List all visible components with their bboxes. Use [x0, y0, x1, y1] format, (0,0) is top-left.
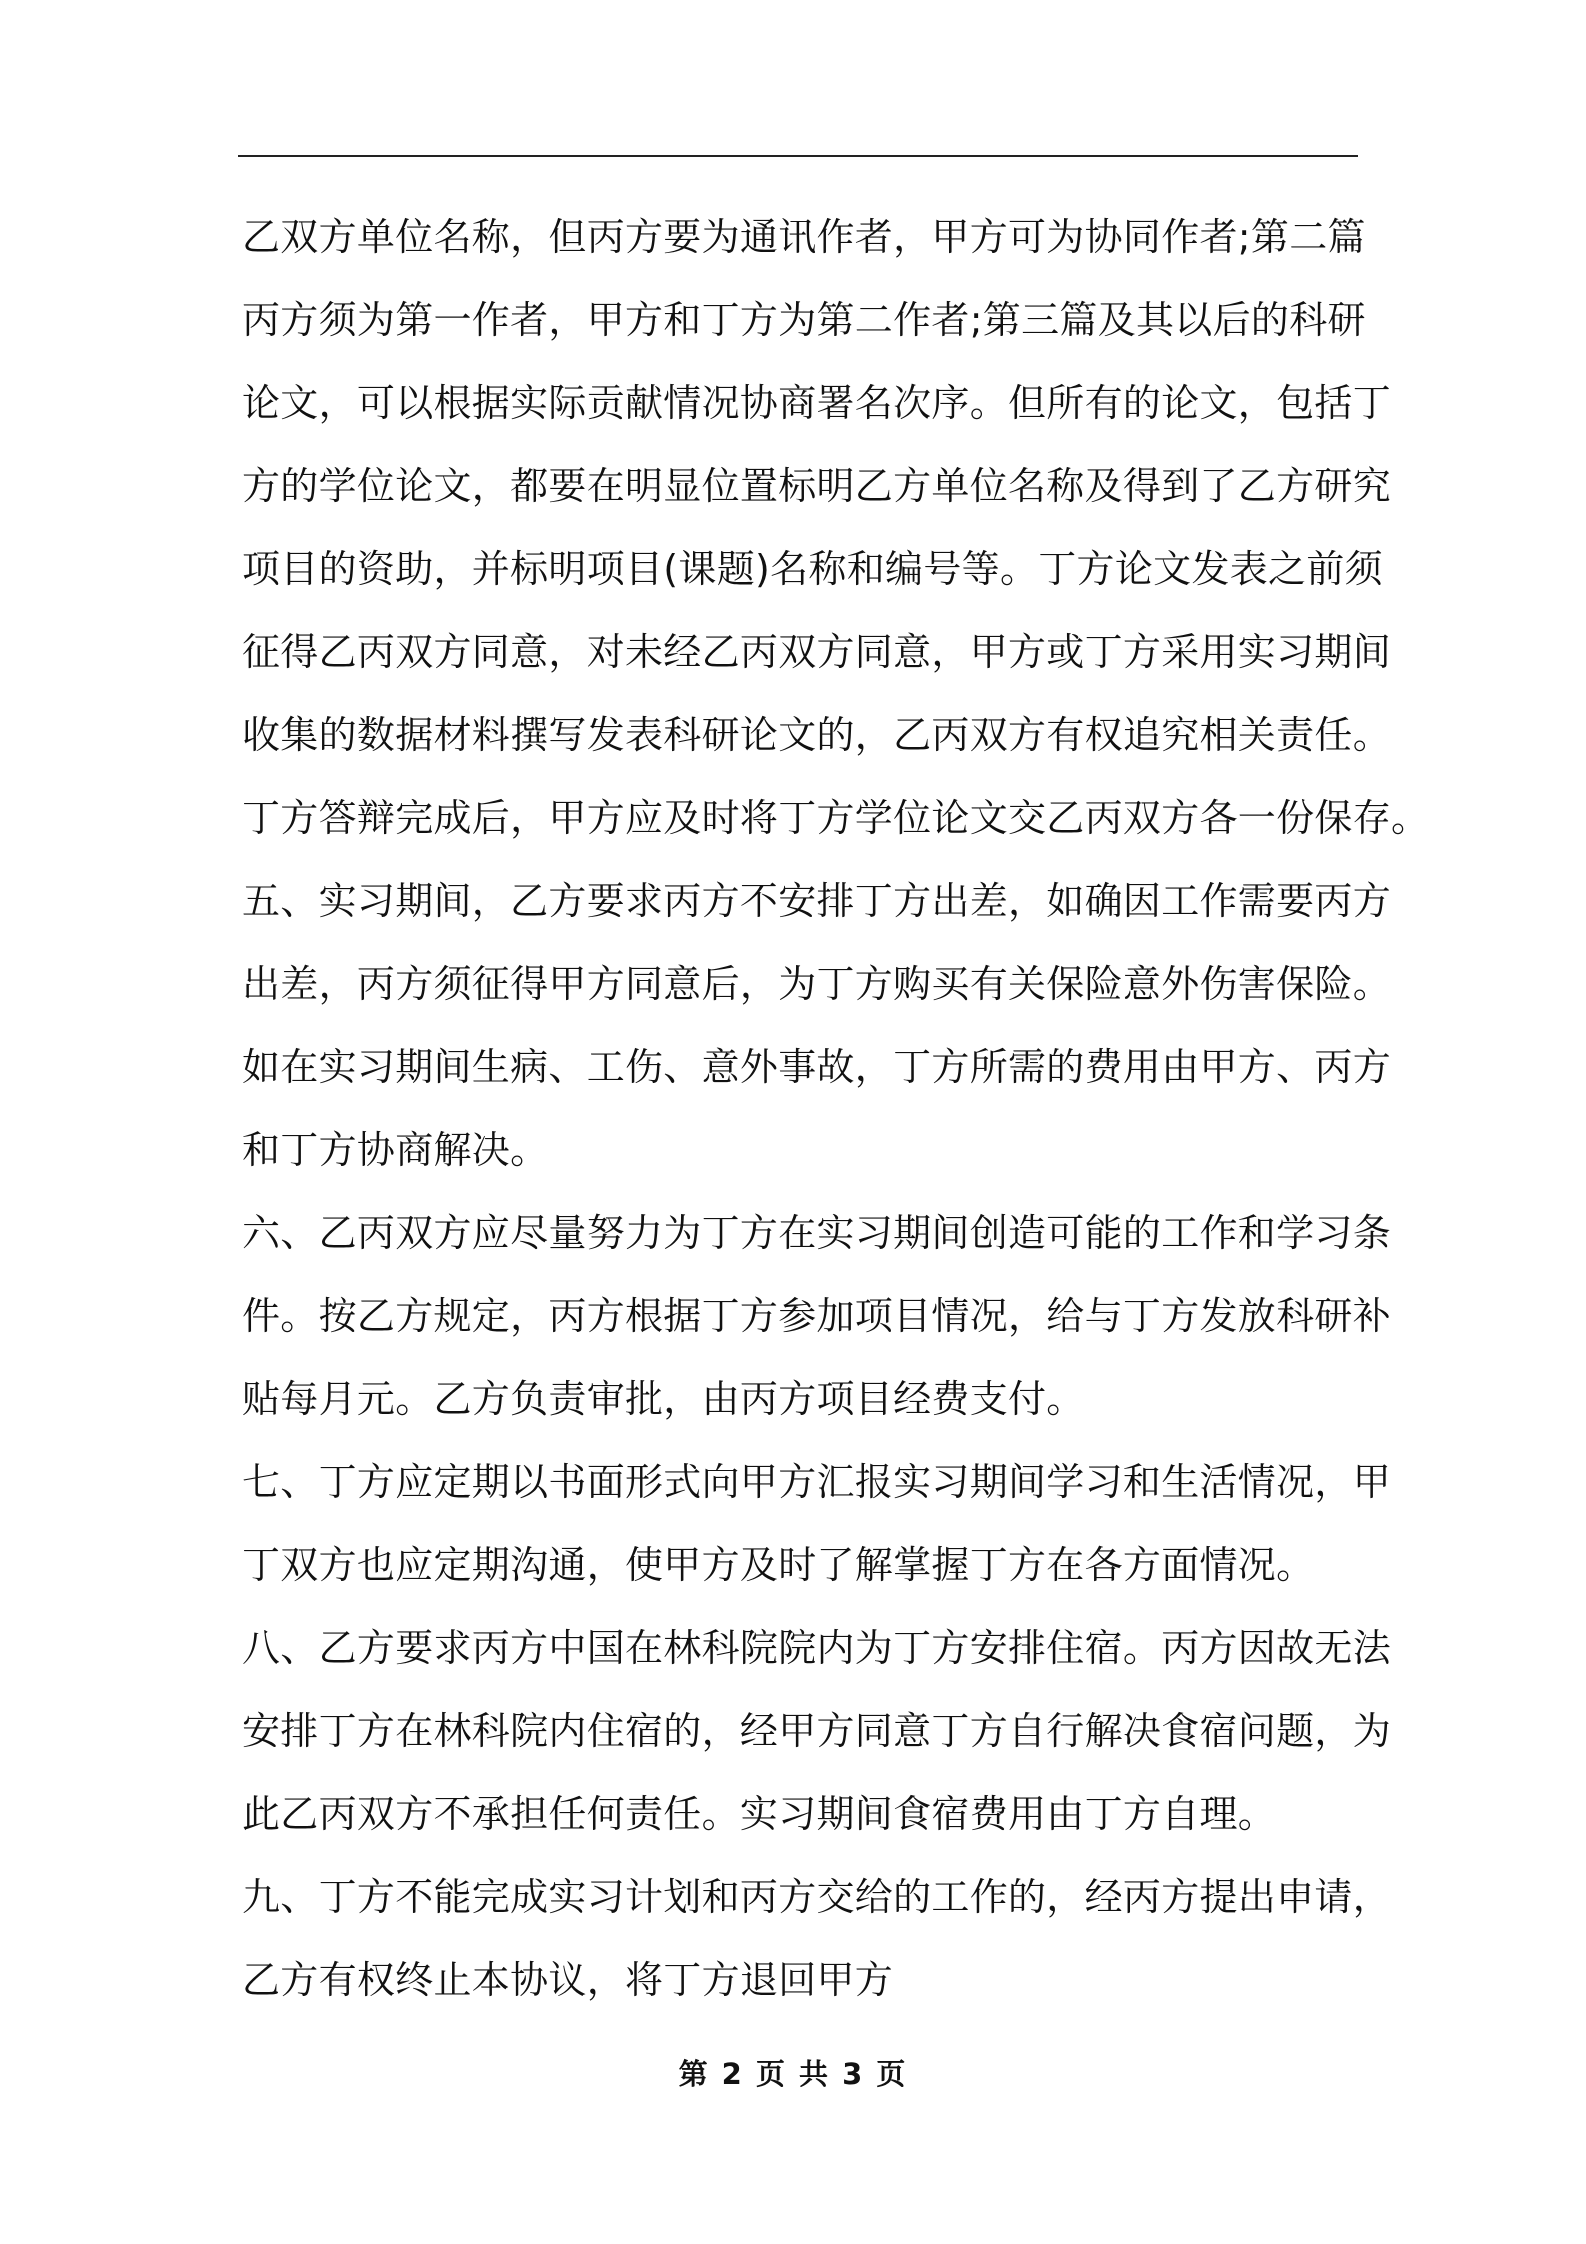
text-line: 件。按乙方规定，丙方根据丁方参加项目情况，给与丁方发放科研补	[242, 1294, 1392, 1338]
text-line: 如在实习期间生病、工伤、意外事故，丁方所需的费用由甲方、丙方	[242, 1045, 1392, 1089]
text-line: 此乙丙双方不承担任何责任。实习期间食宿费用由丁方自理。	[242, 1792, 1277, 1836]
text-line: 方的学位论文，都要在明显位置标明乙方单位名称及得到了乙方研究	[242, 464, 1392, 508]
text-line: 丁双方也应定期沟通，使甲方及时了解掌握丁方在各方面情况。	[242, 1543, 1315, 1587]
text-line: 乙方有权终止本协议，将丁方退回甲方	[242, 1958, 894, 2002]
text-line: 论文，可以根据实际贡献情况协商署名次序。但所有的论文，包括丁	[242, 381, 1392, 425]
text-line: 五、实习期间，乙方要求丙方不安排丁方出差，如确因工作需要丙方	[242, 879, 1392, 923]
text-line: 七、丁方应定期以书面形式向甲方汇报实习期间学习和生活情况，甲	[242, 1460, 1392, 1504]
text-line: 九、丁方不能完成实习计划和丙方交给的工作的，经丙方提出申请，	[242, 1875, 1392, 1919]
text-line: 征得乙丙双方同意，对未经乙丙双方同意，甲方或丁方采用实习期间	[242, 630, 1392, 674]
text-line: 六、乙丙双方应尽量努力为丁方在实习期间创造可能的工作和学习条	[242, 1211, 1392, 1255]
text-line: 出差，丙方须征得甲方同意后，为丁方购买有关保险意外伤害保险。	[242, 962, 1392, 1006]
page-number: 第 2 页 共 3 页	[678, 2057, 908, 2091]
text-line: 丁方答辩完成后，甲方应及时将丁方学位论文交乙丙双方各一份保存。	[242, 796, 1430, 840]
text-line: 安排丁方在林科院内住宿的，经甲方同意丁方自行解决食宿问题，为	[242, 1709, 1392, 1753]
text-line: 丙方须为第一作者，甲方和丁方为第二作者;第三篇及其以后的科研	[242, 298, 1366, 342]
text-line: 乙双方单位名称，但丙方要为通讯作者，甲方可为协同作者;第二篇	[242, 215, 1366, 259]
text-line: 和丁方协商解决。	[242, 1128, 549, 1172]
text-line: 八、乙方要求丙方中国在林科院院内为丁方安排住宿。丙方因故无法	[242, 1626, 1392, 1670]
document-body	[242, 196, 1430, 2022]
text-line: 收集的数据材料撰写发表科研论文的，乙丙双方有权追究相关责任。	[242, 713, 1392, 757]
header-rule	[238, 155, 1358, 157]
text-line: 贴每月元。乙方负责审批，由丙方项目经费支付。	[242, 1377, 1085, 1421]
text-line: 项目的资助，并标明项目(课题)名称和编号等。丁方论文发表之前须	[242, 547, 1383, 591]
